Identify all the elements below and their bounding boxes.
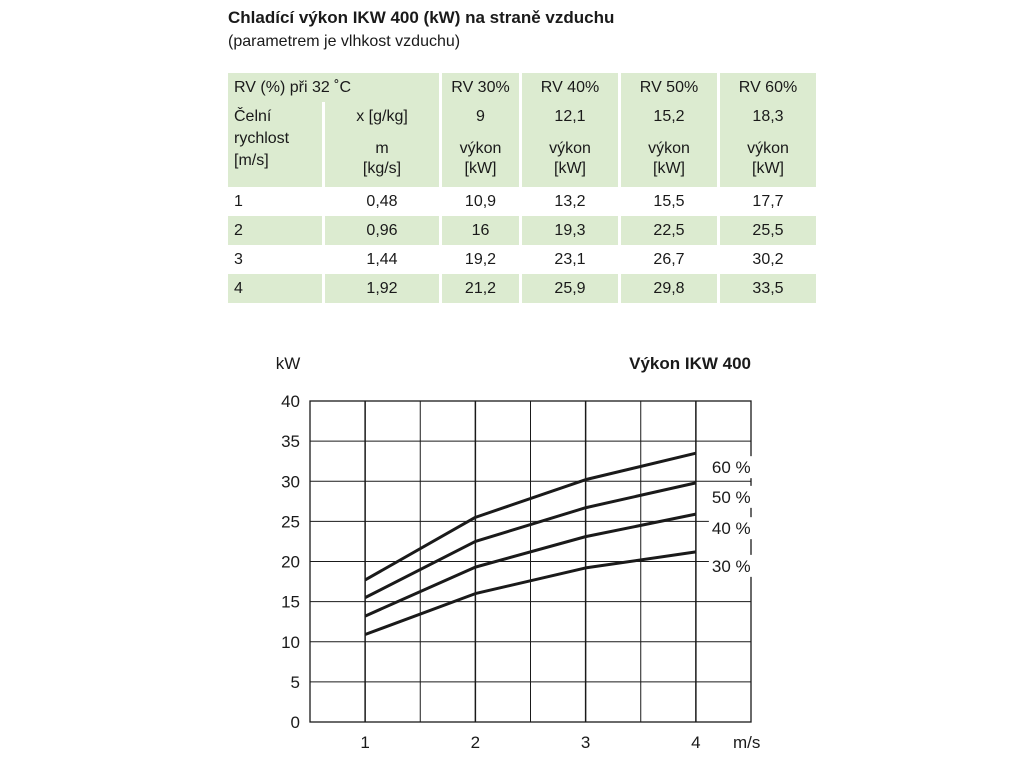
value-cell: 13,2 <box>522 187 618 216</box>
value-cell: 21,2 <box>442 274 519 303</box>
vykon-line: [kW] <box>653 160 685 177</box>
value-cell: 19,2 <box>442 245 519 274</box>
m-cell: 0,48 <box>325 187 439 216</box>
vykon-line: výkon <box>648 140 690 157</box>
value-cell: 26,7 <box>621 245 717 274</box>
y-tick-label: 25 <box>281 512 300 532</box>
m-label-line: m <box>375 140 389 157</box>
x-tick-label: 2 <box>470 733 481 752</box>
value-cell: 23,1 <box>522 245 618 274</box>
value-cell: 16 <box>442 216 519 245</box>
series-labels <box>709 456 763 577</box>
value-cell: 15,5 <box>621 187 717 216</box>
value-cell: 25,5 <box>720 216 816 245</box>
value-cell: 33,5 <box>720 274 816 303</box>
x-tick-label: 3 <box>580 733 591 752</box>
vykon-line: výkon <box>747 140 789 157</box>
speed-cell: 1 <box>228 187 322 216</box>
x-axis-label: m/s <box>733 733 761 752</box>
m-cell: 1,92 <box>325 274 439 303</box>
page-title: Chladící výkon IKW 400 (kW) na straně vzduchu <box>228 8 615 27</box>
y-tick-label: 10 <box>281 632 300 652</box>
value-cell: 25,9 <box>522 274 618 303</box>
m-cell: 1,44 <box>325 245 439 274</box>
rv-header-50: RV 50% <box>621 73 717 102</box>
page-subtitle: (parametrem je vlhkost vzduchu) <box>228 33 461 50</box>
chart-title: Výkon IKW 400 <box>629 354 751 373</box>
y-axis-label: kW <box>275 354 301 373</box>
x-value: 12,1 <box>522 102 618 131</box>
x-tick-label: 4 <box>691 733 701 752</box>
x-label: x [g/kg] <box>325 102 439 131</box>
vykon-line: [kW] <box>464 160 497 177</box>
value-cell: 10,9 <box>442 187 519 216</box>
vykon-line: [kW] <box>752 160 784 177</box>
rv-header-60: RV 60% <box>720 73 816 102</box>
y-tick-label: 15 <box>281 592 300 612</box>
y-tick-label: 5 <box>290 672 300 692</box>
series-label: 60 % <box>711 458 751 478</box>
axis-ticks <box>281 392 701 752</box>
series-label: 40 % <box>711 519 751 539</box>
value-cell: 29,8 <box>621 274 717 303</box>
x-value: 9 <box>442 102 519 131</box>
x-value: 15,2 <box>621 102 717 131</box>
speed-cell: 4 <box>228 274 322 303</box>
y-tick-label: 0 <box>290 713 300 732</box>
rv-header-label: RV (%) při 32 ˚C <box>228 73 439 102</box>
x-value: 18,3 <box>720 102 816 131</box>
y-tick-label: 35 <box>281 432 300 452</box>
rv-header-40: RV 40% <box>522 73 618 102</box>
value-cell: 17,7 <box>720 187 816 216</box>
x-tick-label: 1 <box>360 733 370 752</box>
m-label-line: [kg/s] <box>362 160 402 177</box>
m-cell: 0,96 <box>325 216 439 245</box>
speed-label-line: rychlost <box>234 130 290 147</box>
value-cell: 19,3 <box>522 216 618 245</box>
y-tick-label: 20 <box>281 552 300 572</box>
speed-label-line: [m/s] <box>234 152 269 169</box>
vykon-line: [kW] <box>554 160 586 177</box>
value-cell: 30,2 <box>720 245 816 274</box>
vykon-line: výkon <box>459 140 502 157</box>
speed-cell: 2 <box>228 216 322 245</box>
y-tick-label: 30 <box>281 472 300 492</box>
chart-grid <box>310 401 751 722</box>
series-label: 30 % <box>711 556 751 576</box>
rv-header-30: RV 30% <box>442 73 519 102</box>
speed-cell: 3 <box>228 245 322 274</box>
y-tick-label: 40 <box>281 392 300 411</box>
vykon-line: výkon <box>549 140 591 157</box>
value-cell: 22,5 <box>621 216 717 245</box>
speed-label-line: Čelní <box>234 108 272 125</box>
series-label: 50 % <box>711 487 751 507</box>
